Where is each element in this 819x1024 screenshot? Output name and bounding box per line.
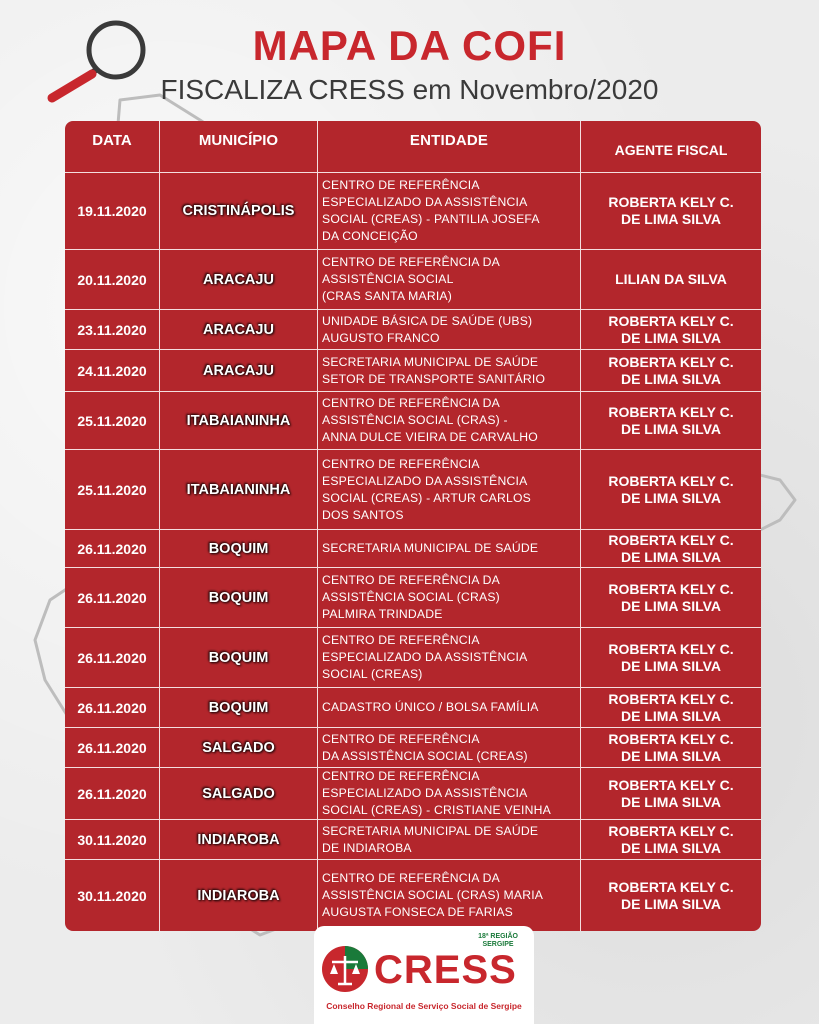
entity-line: SETOR DE TRANSPORTE SANITÁRIO bbox=[322, 371, 546, 386]
row-municipality: SALGADO bbox=[160, 768, 318, 819]
inspection-table bbox=[65, 121, 761, 931]
row-entity bbox=[318, 820, 581, 859]
page-subtitle: FISCALIZA CRESS em Novembro/2020 bbox=[160, 74, 659, 105]
agent-line: ROBERTA KELY C. bbox=[608, 472, 734, 489]
entity-line: DOS SANTOS bbox=[322, 507, 404, 522]
row-entity bbox=[318, 310, 581, 349]
table-row bbox=[65, 172, 761, 249]
table-row bbox=[65, 249, 761, 309]
row-agent bbox=[581, 768, 761, 819]
entity-line: SOCIAL (CREAS) - PANTILIA JOSEFA bbox=[322, 212, 540, 226]
entity-line: ESPECIALIZADO DA ASSISTÊNCIA bbox=[322, 650, 528, 664]
agent-line: ROBERTA KELY C. bbox=[608, 730, 734, 747]
entity-line: ANNA DULCE VIEIRA DE CARVALHO bbox=[322, 430, 538, 444]
row-agent bbox=[581, 450, 761, 529]
row-entity bbox=[318, 728, 581, 767]
entity-line: ESPECIALIZADO DA ASSISTÊNCIA bbox=[322, 195, 528, 209]
entity-line: SOCIAL (CREAS) bbox=[322, 667, 423, 681]
entity-line: ESPECIALIZADO DA ASSISTÊNCIA bbox=[322, 473, 528, 488]
table-row bbox=[65, 767, 761, 819]
row-municipality: ITABAIANINHA bbox=[160, 392, 318, 449]
page-title: MAPA DA COFI bbox=[252, 22, 567, 69]
agent-line: DE LIMA SILVA bbox=[620, 329, 722, 346]
row-agent bbox=[581, 392, 761, 449]
row-date: 23.11.2020 bbox=[65, 310, 160, 349]
header-agent: AGENTE FISCAL bbox=[614, 142, 728, 158]
cress-logo bbox=[314, 926, 534, 1024]
row-agent bbox=[581, 820, 761, 859]
row-agent bbox=[581, 173, 761, 249]
row-date: 26.11.2020 bbox=[65, 728, 160, 767]
agent-line: ROBERTA KELY C. bbox=[608, 580, 734, 597]
row-date: 26.11.2020 bbox=[65, 628, 160, 687]
table-row bbox=[65, 309, 761, 349]
entity-line: SOCIAL (CREAS) - CRISTIANE VEINHA bbox=[322, 803, 551, 817]
entity-line: SECRETARIA MUNICIPAL DE SAÚDE bbox=[322, 354, 539, 369]
cress-scale-logo-icon bbox=[320, 944, 370, 994]
row-municipality: CRISTINÁPOLIS bbox=[160, 173, 318, 249]
row-entity bbox=[318, 350, 581, 391]
row-municipality: BOQUIM bbox=[160, 530, 318, 567]
agent-line: ROBERTA KELY C. bbox=[608, 353, 734, 370]
agent-line: DE LIMA SILVA bbox=[620, 839, 722, 856]
row-entity bbox=[318, 450, 581, 529]
row-date: 30.11.2020 bbox=[65, 860, 160, 931]
row-entity bbox=[318, 768, 581, 819]
region-line2: SERGIPE bbox=[482, 941, 514, 948]
entity-line: SOCIAL (CREAS) - ARTUR CARLOS bbox=[322, 490, 531, 505]
entity-line: CADASTRO ÚNICO / BOLSA FAMÍLIA bbox=[322, 700, 539, 714]
agent-line: DE LIMA SILVA bbox=[620, 211, 722, 227]
agent-line: DE LIMA SILVA bbox=[620, 420, 722, 437]
row-municipality: INDIAROBA bbox=[160, 860, 318, 931]
row-municipality: ARACAJU bbox=[160, 310, 318, 349]
row-agent bbox=[581, 530, 761, 567]
header-municipality: MUNICÍPIO bbox=[160, 121, 318, 172]
row-entity bbox=[318, 688, 581, 727]
row-agent bbox=[581, 728, 761, 767]
row-municipality: ARACAJU bbox=[160, 350, 318, 391]
row-date: 26.11.2020 bbox=[65, 530, 160, 567]
entity-line: CENTRO DE REFERÊNCIA bbox=[322, 769, 480, 783]
header-entity: ENTIDADE bbox=[318, 121, 581, 172]
row-agent bbox=[581, 860, 761, 931]
entity-line: ASSISTÊNCIA SOCIAL (CRAS) MARIA bbox=[322, 888, 544, 902]
agent-line: DE LIMA SILVA bbox=[620, 747, 722, 764]
row-entity bbox=[318, 530, 581, 567]
entity-line: CENTRO DE REFERÊNCIA bbox=[322, 731, 480, 746]
table-row bbox=[65, 391, 761, 449]
table-row bbox=[65, 687, 761, 727]
agent-line: ROBERTA KELY C. bbox=[608, 531, 734, 548]
row-agent bbox=[581, 250, 761, 309]
agent-line: DE LIMA SILVA bbox=[620, 597, 722, 614]
agent-line: ROBERTA KELY C. bbox=[608, 878, 734, 895]
agent-line: ROBERTA KELY C. bbox=[608, 822, 734, 839]
entity-line: UNIDADE BÁSICA DE SAÚDE (UBS) bbox=[322, 313, 533, 328]
agent-line: DE LIMA SILVA bbox=[620, 370, 722, 387]
row-agent bbox=[581, 688, 761, 727]
row-date: 20.11.2020 bbox=[65, 250, 160, 309]
agent-line: LILIAN DA SILVA bbox=[615, 271, 727, 287]
agent-line: ROBERTA KELY C. bbox=[608, 776, 734, 793]
entity-line: CENTRO DE REFERÊNCIA bbox=[322, 633, 480, 647]
table-row bbox=[65, 627, 761, 687]
agent-line: DE LIMA SILVA bbox=[620, 489, 722, 506]
entity-line: DA CONCEIÇÃO bbox=[322, 229, 418, 243]
agent-line: DE LIMA SILVA bbox=[620, 657, 722, 674]
agent-line: DE LIMA SILVA bbox=[620, 895, 722, 912]
row-entity bbox=[318, 628, 581, 687]
row-entity bbox=[318, 250, 581, 309]
entity-line: CENTRO DE REFERÊNCIA bbox=[322, 178, 480, 192]
cress-caption: Conselho Regional de Serviço Social de Sergipe bbox=[326, 1001, 522, 1011]
cress-region bbox=[478, 933, 518, 949]
entity-line: AUGUSTA FONSECA DE FARIAS bbox=[322, 905, 514, 919]
entity-line: SECRETARIA MUNICIPAL DE SAÚDE bbox=[322, 541, 539, 555]
row-date: 25.11.2020 bbox=[65, 392, 160, 449]
row-date: 26.11.2020 bbox=[65, 768, 160, 819]
entity-line: (CRAS SANTA MARIA) bbox=[322, 289, 453, 303]
cress-logo-text: CRESS bbox=[374, 948, 517, 992]
row-date: 19.11.2020 bbox=[65, 173, 160, 249]
row-municipality: ITABAIANINHA bbox=[160, 450, 318, 529]
row-entity bbox=[318, 173, 581, 249]
row-municipality: INDIAROBA bbox=[160, 820, 318, 859]
entity-line: AUGUSTO FRANCO bbox=[322, 330, 440, 345]
row-date: 26.11.2020 bbox=[65, 688, 160, 727]
entity-line: DA ASSISTÊNCIA SOCIAL (CREAS) bbox=[322, 748, 528, 763]
table-header bbox=[65, 121, 761, 172]
row-municipality: BOQUIM bbox=[160, 628, 318, 687]
row-municipality: SALGADO bbox=[160, 728, 318, 767]
row-agent bbox=[581, 350, 761, 391]
entity-line: CENTRO DE REFERÊNCIA DA bbox=[322, 396, 500, 410]
entity-line: CENTRO DE REFERÊNCIA DA bbox=[322, 255, 500, 269]
entity-line: ASSISTÊNCIA SOCIAL bbox=[322, 272, 454, 286]
entity-line: ASSISTÊNCIA SOCIAL (CRAS) bbox=[322, 590, 500, 604]
table-row bbox=[65, 449, 761, 529]
header-date: DATA bbox=[65, 121, 160, 172]
row-municipality: BOQUIM bbox=[160, 688, 318, 727]
row-date: 26.11.2020 bbox=[65, 568, 160, 627]
row-date: 25.11.2020 bbox=[65, 450, 160, 529]
agent-line: DE LIMA SILVA bbox=[620, 707, 722, 724]
agent-line: ROBERTA KELY C. bbox=[608, 640, 734, 657]
agent-line: ROBERTA KELY C. bbox=[608, 312, 734, 329]
entity-line: PALMIRA TRINDADE bbox=[322, 607, 443, 621]
row-municipality: BOQUIM bbox=[160, 568, 318, 627]
agent-line: DE LIMA SILVA bbox=[620, 548, 722, 565]
row-date: 30.11.2020 bbox=[65, 820, 160, 859]
agent-line: ROBERTA KELY C. bbox=[608, 690, 734, 707]
table-row bbox=[65, 349, 761, 391]
row-agent bbox=[581, 310, 761, 349]
row-entity bbox=[318, 860, 581, 931]
table-row bbox=[65, 819, 761, 859]
region-line1: 18ª REGIÃO bbox=[478, 933, 518, 940]
entity-line: SECRETARIA MUNICIPAL DE SAÚDE bbox=[322, 823, 539, 838]
row-agent bbox=[581, 628, 761, 687]
agent-line: ROBERTA KELY C. bbox=[608, 403, 734, 420]
agent-line: ROBERTA KELY C. bbox=[608, 194, 734, 210]
entity-line: ESPECIALIZADO DA ASSISTÊNCIA bbox=[322, 786, 528, 800]
entity-line: ASSISTÊNCIA SOCIAL (CRAS) - bbox=[322, 413, 508, 427]
entity-line: DE INDIAROBA bbox=[322, 840, 412, 855]
row-entity bbox=[318, 568, 581, 627]
table-row bbox=[65, 859, 761, 931]
row-agent bbox=[581, 568, 761, 627]
row-date: 24.11.2020 bbox=[65, 350, 160, 391]
entity-line: CENTRO DE REFERÊNCIA bbox=[322, 456, 480, 471]
row-municipality: ARACAJU bbox=[160, 250, 318, 309]
entity-line: CENTRO DE REFERÊNCIA DA bbox=[322, 573, 500, 587]
row-entity bbox=[318, 392, 581, 449]
entity-line: CENTRO DE REFERÊNCIA DA bbox=[322, 871, 500, 885]
table-row bbox=[65, 529, 761, 567]
agent-line: DE LIMA SILVA bbox=[620, 793, 722, 810]
table-row bbox=[65, 567, 761, 627]
table-row bbox=[65, 727, 761, 767]
